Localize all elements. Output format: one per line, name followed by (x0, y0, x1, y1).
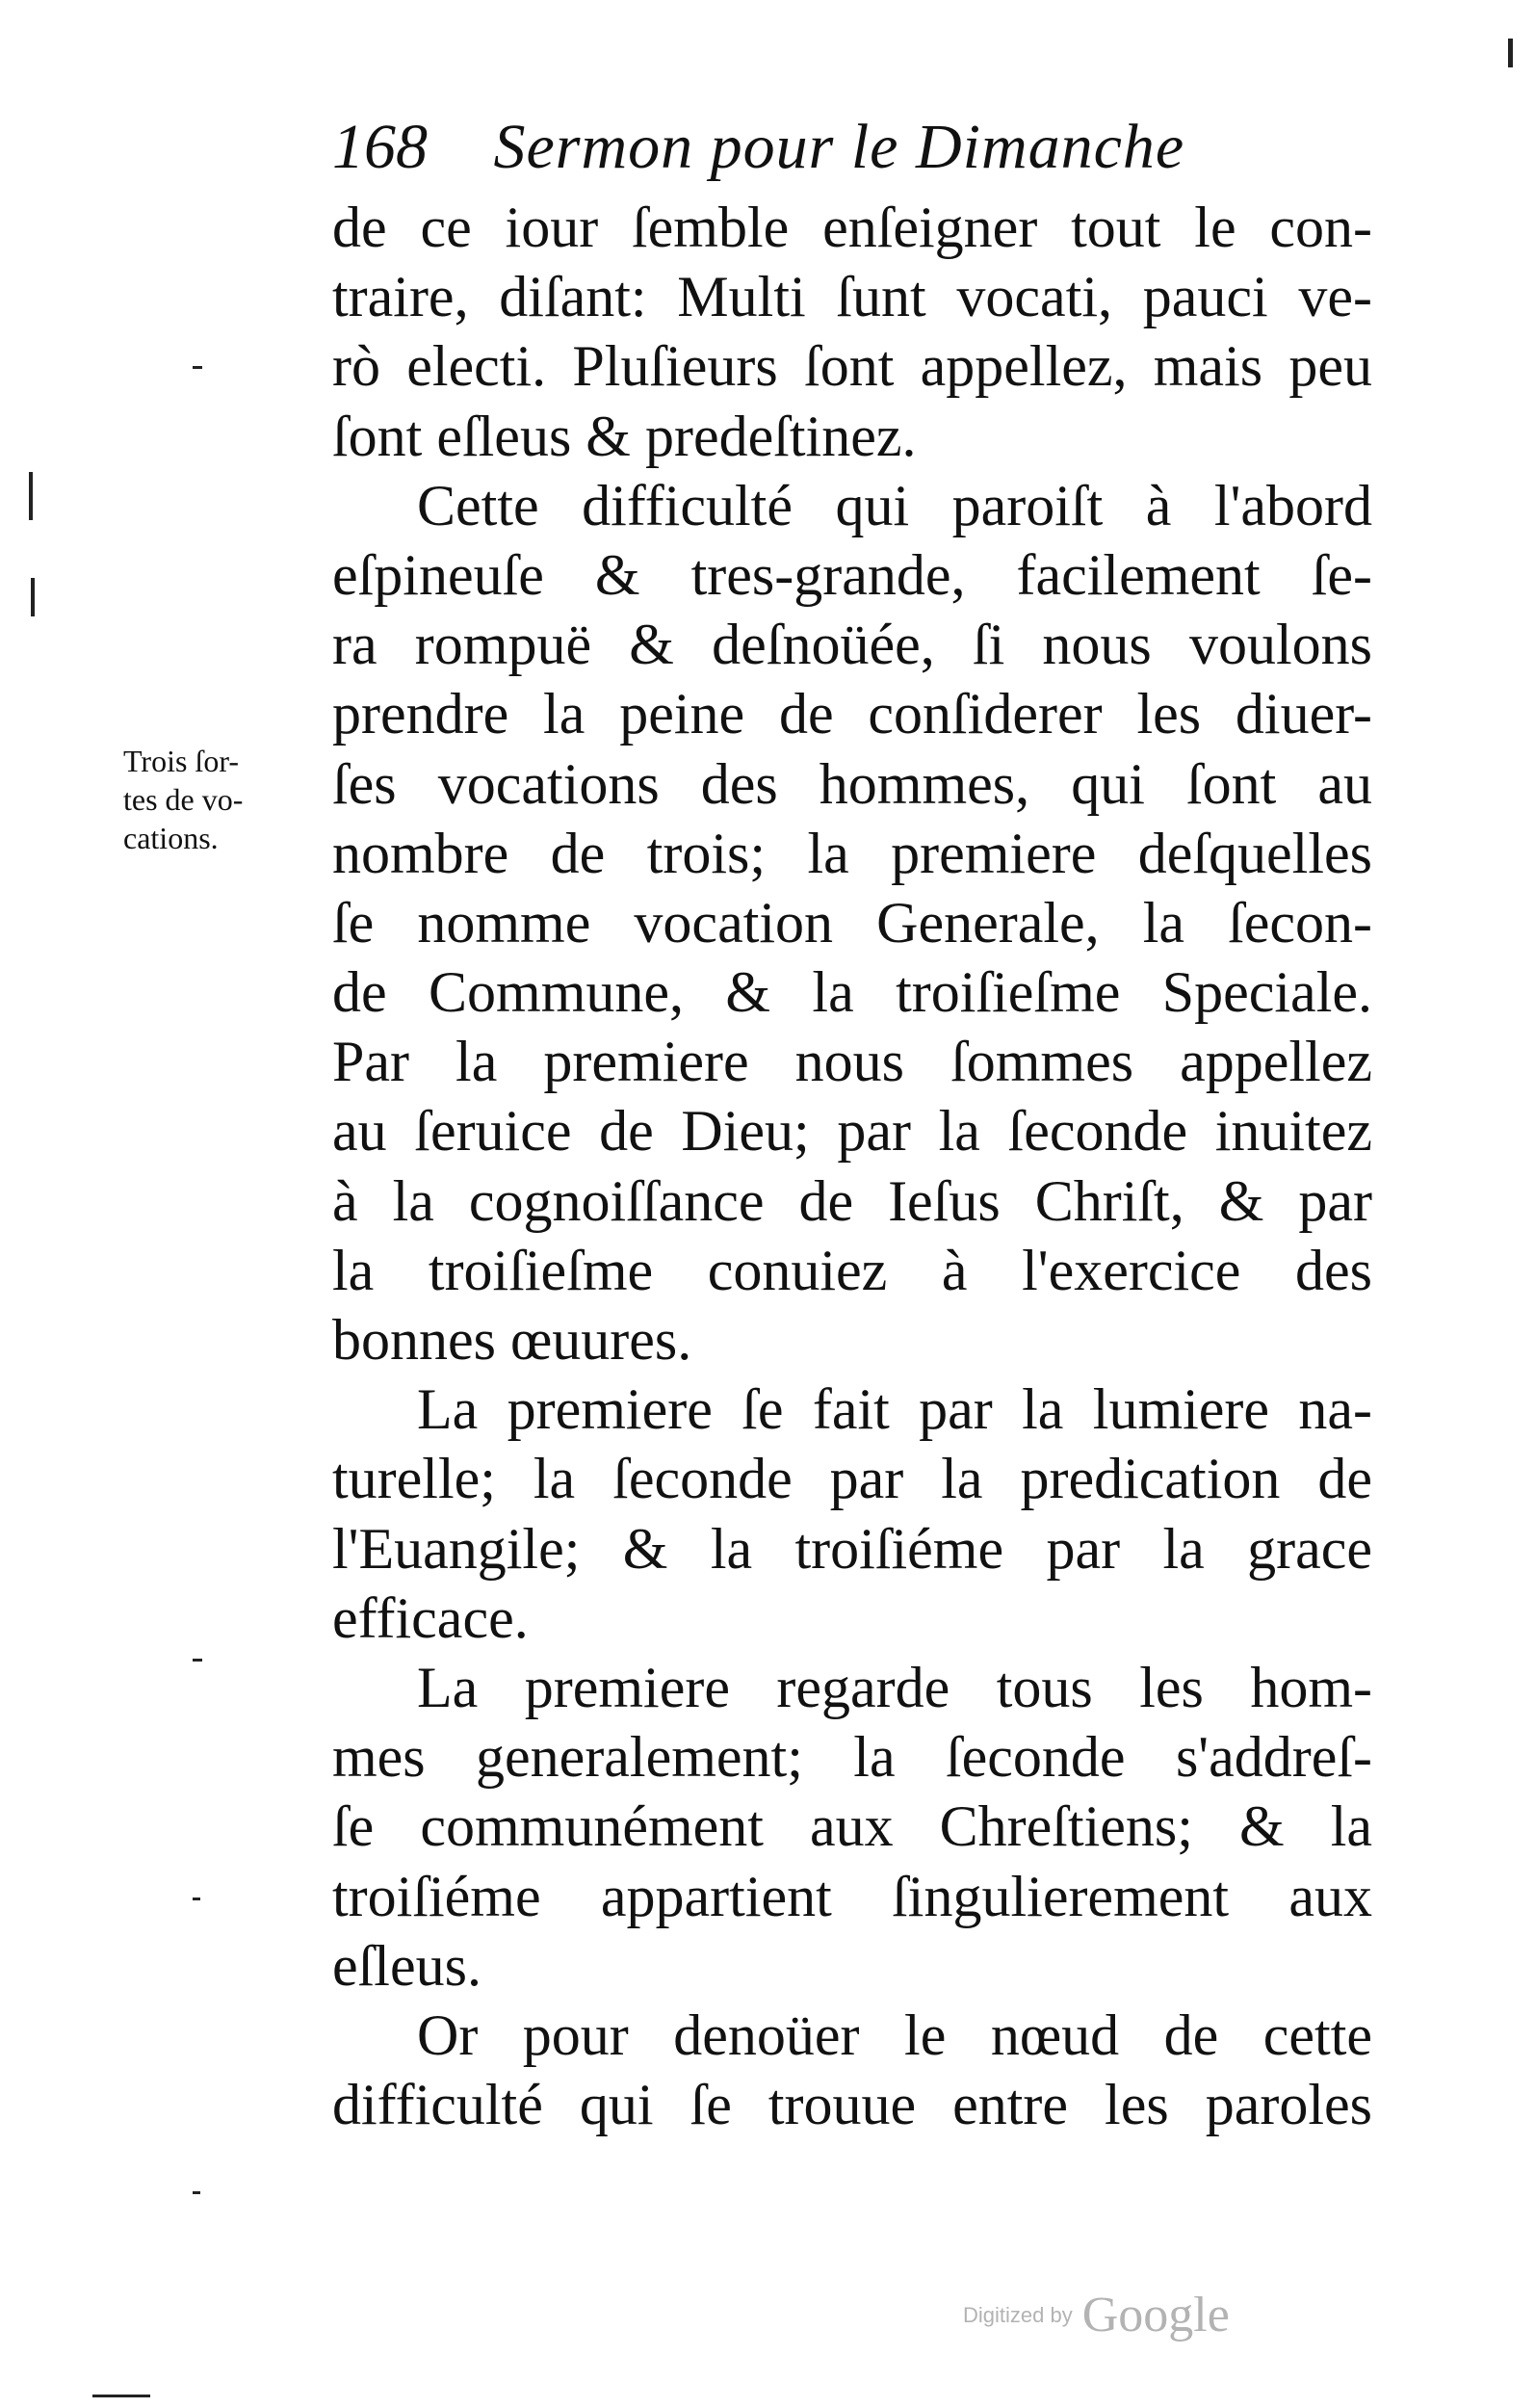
text-line: turelle; la ſeconde par la predication de (332, 1447, 1372, 1511)
text-line: La premiere ſe fait par la lumiere na- (417, 1377, 1372, 1442)
text-line: Par la premiere nous ſommes appellez (332, 1030, 1372, 1094)
text-line: efficace. (332, 1585, 529, 1650)
text-line: ſes vocations des hommes, qui ſont au (332, 751, 1372, 816)
watermark-prefix: Digitized by (963, 2302, 1073, 2327)
scan-speck (193, 366, 202, 369)
scan-edge-mark (92, 2395, 150, 2397)
text-line: bonnes œuures. (332, 1308, 692, 1372)
scan-speck (193, 1659, 202, 1662)
page-header (332, 104, 1392, 191)
text-line: difficulté qui ſe trouue entre les paroles (332, 2073, 1372, 2137)
text-line: ſe communément aux Chreſtiens; & la (332, 1794, 1372, 1859)
text-line: eſpineuſe & tres-grande, facilement ſe- (332, 542, 1372, 607)
text-line: traire, diſant: Multi ſunt vocati, pauci ve- (332, 265, 1372, 329)
marginal-note-line: cations. (123, 821, 219, 855)
marginal-note-line: tes de vo- (123, 782, 244, 817)
text-line: eſleus. (332, 1933, 481, 1998)
text-line: à la cognoiſſance de Ieſus Chriſt, & par (332, 1168, 1372, 1233)
body-text (332, 193, 1372, 2139)
digitized-watermark (963, 2287, 1230, 2344)
text-line: ſont eſleus & predeſtinez. (332, 404, 917, 468)
text-line: nombre de trois; la premiere deſquelles (332, 821, 1372, 885)
scan-speck (193, 2191, 200, 2194)
page-number: 168 (332, 112, 428, 182)
text-line: Cette difficulté qui paroiſt à l'abord (417, 473, 1372, 537)
text-line: La premiere regarde tous les hom- (417, 1655, 1372, 1719)
marginal-note-line: Trois ſor- (123, 744, 239, 778)
text-line: de Commune, & la troiſieſme Speciale. (332, 960, 1372, 1025)
text-line: la troiſieſme conuiez à l'exercice des (332, 1238, 1372, 1302)
text-line: troiſiéme appartient ſingulierement aux (332, 1864, 1372, 1928)
text-line: ſe nomme vocation Generale, la ſecon- (332, 890, 1372, 955)
running-title: Sermon pour le Dimanche (493, 112, 1185, 182)
text-line: mes generalement; la ſeconde s'addreſ- (332, 1725, 1372, 1790)
google-logo: Google (1081, 2288, 1230, 2343)
scan-edge-mark (1508, 39, 1513, 67)
text-line: rò electi. Pluſieurs ſont appellez, mais peu (332, 334, 1372, 399)
text-line: de ce iour ſemble enſeigner tout le con- (332, 196, 1372, 259)
text-line: au ſeruice de Dieu; par la ſeconde inuitez (332, 1099, 1372, 1164)
text-line: prendre la peine de conſiderer les diuer- (332, 682, 1372, 746)
marginal-note (123, 742, 316, 857)
scan-speck (193, 1898, 200, 1900)
text-line: l'Euangile; & la troiſiéme par la grace (332, 1516, 1372, 1581)
scan-edge-mark (29, 472, 33, 520)
text-line: ra rompuë & deſnoüée, ſi nous voulons (332, 613, 1372, 677)
text-line: Or pour denoüer le nœud de cette (417, 2002, 1372, 2067)
scan-edge-mark (31, 578, 35, 616)
